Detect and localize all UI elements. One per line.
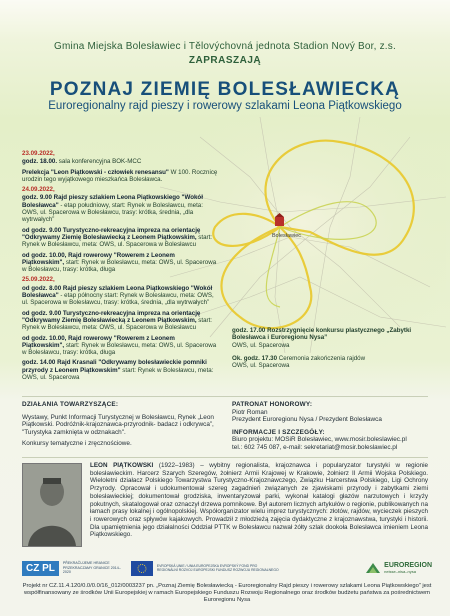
eu-caption: EVROPSKÁ UNIE / UNIA EUROPEJSKA EVROPSKÝ FOND PRO REGIONÁLNÍ ROZVOJ EUROPEJSKI FUNDUSZ ROZWOJU REGIONALNEGO bbox=[156, 563, 279, 572]
schedule-item bbox=[22, 310, 218, 332]
eu-flag-icon bbox=[131, 561, 153, 576]
info-contact: tel.: 602 745 087, e-mail: sekretariat@mosir.boleslawiec.pl bbox=[232, 443, 398, 451]
euroregion-name: EUROREGION bbox=[384, 562, 432, 569]
schedule-item-title: od godz. 10.00, Rajd rowerowy "Rowerem z Leonem Piątkowskim", bbox=[22, 251, 175, 266]
patron-role: Prezydent Euroregionu Nysa / Prezydent Bolesławca bbox=[232, 416, 382, 424]
patronage-heading: PATRONAT HONOROWY: bbox=[232, 401, 313, 408]
schedule-item-details: start: Rynek w Bolesławcu, meta: OWS, ul. Spacerowa w Bolesławcu, trasy: krótka, długa bbox=[22, 258, 217, 274]
schedule-item-title: Prelekcja "Leon Piątkowski - człowiek renesansu" bbox=[22, 168, 169, 176]
schedule-item bbox=[22, 227, 218, 249]
info-office: Biuro projektu: MOSiR Bolesławiec, www.mosir.boleslawiec.pl bbox=[232, 436, 407, 444]
funding-footer: Projekt nr CZ.11.4.120/0.0/0.0/16_012/0003237 pn. „Poznaj Ziemię Bolesławiecką - Euroregionalny Rajd pieszy i rowerowy szlakami Leona Piątkowskiego” jest współfinansowany ze środków Unii Europejskiej w ramach Europejskiego Funduszu Rozwoju Regionalnego oraz środków budżetu państwa za pośrednictwem Euroregionu Nysa bbox=[22, 583, 432, 603]
schedule-item-title: godz. 9.00 Rajd pieszy szlakiem Leona Piątkowskiego "Wokół Bolesławca" bbox=[22, 194, 203, 209]
schedule-item bbox=[22, 359, 218, 381]
poster-title: POZNAJ ZIEMIĘ BOLESŁAWIECKĄ bbox=[49, 79, 401, 100]
schedule-item bbox=[22, 285, 218, 307]
schedule-item-title: od godz. 9.00 Turystyczno-rekreacyjna impreza na orientację "Odkrywamy Ziemię Bolesławiecką z Leonem Piątkowskim, bbox=[22, 226, 201, 241]
divider bbox=[22, 396, 428, 397]
schedule-item-title: godz. 14.00 Rajd Krasnali "Odkrywamy bolesławieckie pomniki przyrody z Leonem Piątkowskim" bbox=[22, 359, 207, 374]
schedule-item-details: sala konferencyjna BOK-MCC bbox=[57, 158, 142, 166]
czpl-logo bbox=[22, 561, 121, 576]
accompanying-section bbox=[22, 401, 218, 448]
euroregion-logo bbox=[365, 561, 432, 575]
bio-text: – wybitny regionalista, krajoznawca i popularyzator turystyki w regionie bolesławieckim. Harcerz Szarych Szeregów, żołnierz Armii Krajowej w Krakowie, żołnierz II Armii Wojska Polskiego. Wieloletni działacz Polskiego Towarzystwa Turystyczno-Krajoznawczego, Związku Harcerstwa Polskiego, Ligi Ochrony Przyrody. Opracował i udokumentował szereg zagadnień związanych ze zjawiskami przyrody i zabytkami ziemi bolesławieckiej; dokumentował grodziska, inwentaryzował parki, wykonał katalogi głazów narzutowych i krzyży pokutnych, skatalogował oraz oznaczył drzewa pomnikowe. Był autorem licznych artykułów o regionie, publikowanych na łamach prasy lokalnej i ogólnopolskiej. Współorganizator wielu imprez turystycznych: złotów, rajdów, wycieczek pieszych i rowerowych oraz spływów kajakowych. Prowadził z młodzieżą zajęcia dydaktyczne z krajoznawstwa, turystyki i historii. Dla upamiętnienia jego działalności Oddział PTTK w Bolesławcu nazwał żółty szlak dookoła Bolesławca imieniem Leona Piątkowskiego. bbox=[90, 462, 428, 539]
schedule-item-details: start: Rynek w Bolesławcu, meta: OWS, ul. Spacerowa w Bolesławcu bbox=[22, 316, 213, 332]
schedule-item-title: od godz. 8.00 Rajd pieszy szlakiem Leona Piątkowskiego "Wokół Bolesławca" bbox=[22, 284, 213, 300]
city-label: Bolesławiec bbox=[272, 233, 302, 239]
schedule-item bbox=[22, 252, 218, 274]
schedule-item-title: od godz. 10.00, Rajd rowerowy "Rowerem z Leonem Piątkowskim", bbox=[22, 334, 175, 349]
euroregion-icon bbox=[365, 561, 381, 575]
euroregion-text-block bbox=[384, 562, 432, 574]
schedule-date: 25.09.2022, bbox=[22, 276, 55, 284]
portrait-photo bbox=[22, 463, 82, 547]
organizers-line: Gmina Miejska Bolesławiec i Tělovýchovná jednota Stadion Nový Bor, z.s. bbox=[54, 41, 396, 52]
czpl-mark: CZ PL bbox=[22, 561, 59, 576]
contest-text: Rozstrzygnięcie konkursu plastycznego „Zabytki Bolesławca i Euroregionu Nysa” bbox=[232, 327, 412, 342]
closing-text: Ceremonia zakończenia rajdów bbox=[277, 355, 366, 362]
schedule-item bbox=[22, 194, 218, 223]
divider bbox=[22, 457, 428, 458]
info-heading: INFORMACJE I SZCZEGÓŁY: bbox=[232, 428, 325, 436]
schedule-item bbox=[22, 169, 218, 184]
contest-time: godz. 17.00 bbox=[232, 327, 266, 334]
schedule-item-details: start: Rynek w Bolesławcu, meta: OWS, ul. Spacerowa w Bolesławcu bbox=[22, 233, 213, 249]
schedule bbox=[22, 148, 218, 384]
schedule-item-title: godz. 18.00. bbox=[22, 158, 58, 166]
bio-name: LEON PIĄTKOWSKI bbox=[90, 462, 154, 469]
patronage-section bbox=[232, 401, 432, 452]
city-marker-icon bbox=[275, 217, 284, 226]
closing-event bbox=[232, 355, 432, 370]
closing-time: Ok. godz. 17.30 bbox=[232, 355, 278, 362]
accompanying-heading: DZIAŁANIA TOWARZYSZĄCE: bbox=[22, 401, 119, 408]
invite-line: ZAPRASZAJĄ bbox=[188, 55, 262, 66]
schedule-item-details: W 100. Rocznicę urodzin tego wyjątkowego mieszkańca Bolesławca. bbox=[22, 168, 218, 183]
patron-name: Piotr Roman bbox=[232, 408, 268, 416]
schedule-item bbox=[22, 158, 218, 165]
biography bbox=[90, 462, 428, 539]
closing-place: OWS, ul. Spacerowa bbox=[232, 362, 290, 370]
contest-event bbox=[232, 327, 432, 349]
contest-place: OWS, ul. Spacerowa bbox=[232, 341, 290, 349]
schedule-item-details: - etap południowy, start: Rynek w Bolesławcu, meta: OWS, ul. Spacerowa w Bolesławcu, trasy: krótka, średnia, „dla wytrwałych” bbox=[22, 201, 203, 224]
schedule-item-title: od godz. 9.00 Turystyczno-rekreacyjna impreza na orientację "Odkrywamy Ziemię Bolesławiecką z Leonem Piątkowskim, bbox=[22, 309, 201, 324]
accompanying-contest: Konkursy tematyczne i zręcznościowe. bbox=[22, 440, 132, 448]
schedule-item-details: start: Rynek w Bolesławcu, meta: OWS, ul. Spacerowa w Bolesławcu, trasy: krótka, długa bbox=[22, 341, 217, 357]
poster-subtitle: Euroregionalny rajd pieszy i rowerowy szlakami Leona Piątkowskiego bbox=[48, 100, 402, 112]
schedule-item-details: start: Rynek w Bolesławcu, meta: OWS, ul. Spacerowa bbox=[22, 366, 214, 382]
eu-logo bbox=[131, 561, 279, 576]
schedule-item-details: - etap północny start: Rynek w Bolesławcu, meta: OWS, ul. Spacerowa w Bolesławcu, trasy: krótka, średnia, „dla wytrwałych” bbox=[22, 292, 214, 307]
schedule-item bbox=[22, 335, 218, 357]
bio-years: (1922–1983) bbox=[153, 462, 195, 469]
accompanying-body: Wystawy, Punkt Informacji Turystycznej w Bolesławcu, Rynek „Leon Piątkowski. Podróżnik-krajoznawca-przyrodnik- badacz i odkrywca”, "Turystyka zamknięta w odznakach". bbox=[22, 413, 214, 436]
schedule-date: 23.09.2022, bbox=[22, 150, 55, 157]
logo-bar bbox=[22, 555, 432, 581]
czpl-caption: PŘEKRAČUJEME HRANICE PRZEKRACZAMY GRANICE 2014–2020 bbox=[62, 561, 121, 575]
euroregion-subname: neisse–nisa–nysa bbox=[384, 569, 416, 574]
schedule-date: 24.09.2022, bbox=[22, 186, 55, 194]
